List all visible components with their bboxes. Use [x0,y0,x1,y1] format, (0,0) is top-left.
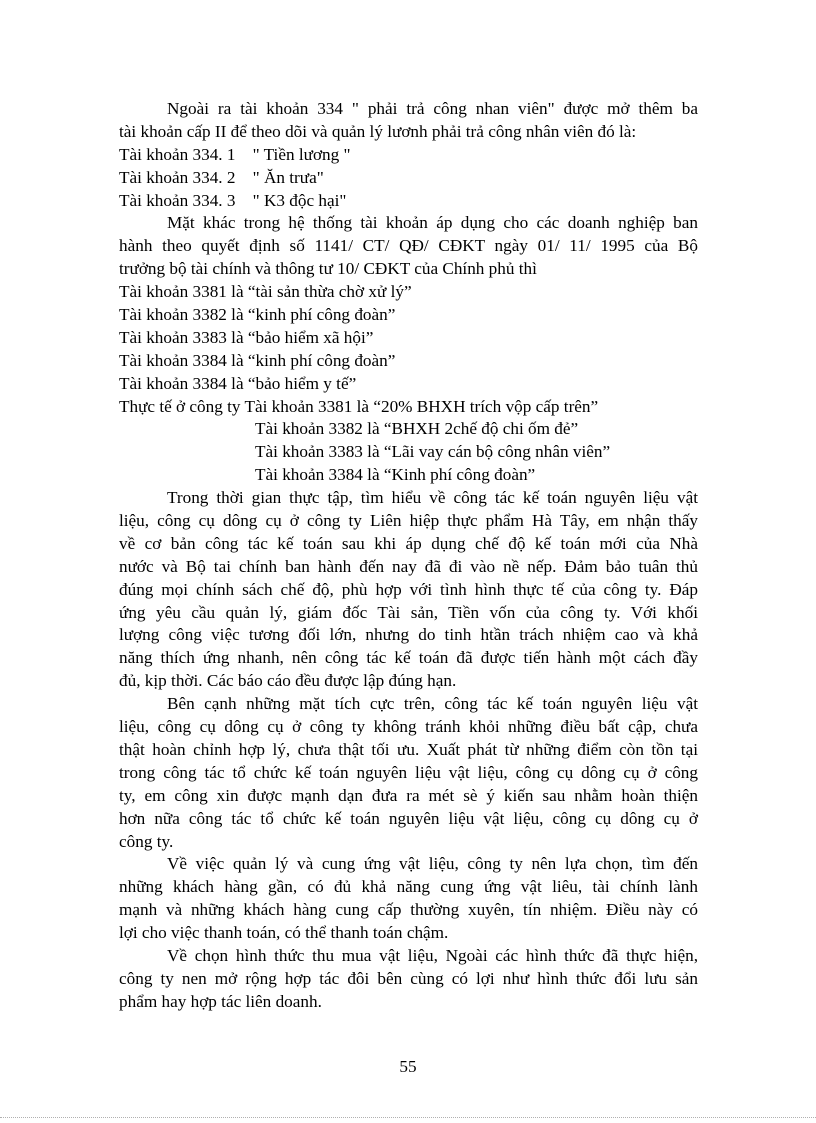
text-line: công ty nen mở rộng hợp tác đôi bên cùng có lợi như hình thức đổi lưu sản [119,968,698,988]
text-line: Thực tế ở công ty Tài khoản 3381 là “20% BHXH trích vộp cấp trên” [119,396,599,416]
text-line: Tài khoản 334. 2 " Ăn trưa" [119,167,324,187]
text-line: Mặt khác trong hệ thống tài khoản áp dụng cho các doanh nghiệp ban [167,213,698,233]
text-line: Tài khoản 3383 là “bảo hiểm xã hội” [119,327,374,347]
text-line: năng thích ứng nhanh, nên công tác kế toán đã được tiến hành một cách đầy [119,648,698,668]
text-line: ty, em công xin được mạnh dạn đưa ra mét sè ý kiến sau nhằm hoàn thiện [119,785,698,805]
text-line: lợi cho việc thanh toán, có thể thanh toán chậm. [119,923,449,943]
text-line: nước và Bộ tai chính ban hành đến nay đã đi vào nề nếp. Đảm bảo tuân thủ [119,556,698,576]
text-line: những khách hàng gần, có đủ khả năng cung ứng vật liêu, tài chính lành [119,877,698,897]
text-line: Tài khoản 3381 là “tài sản thừa chờ xử lý” [119,282,412,302]
document-body [119,98,698,1014]
text-line: Tài khoản 334. 1 " Tiền lương " [119,144,351,164]
page-number: 55 [399,1057,417,1076]
text-line: liệu, công cụ dông cụ ở công ty không tránh khỏi những điều bất cập, chưa [119,717,698,737]
text-line: Tài khoản 3382 là “BHXH 2chế độ chi ốm đẻ” [255,419,579,439]
text-line: hành theo quyết định số 1141/ CT/ QĐ/ CĐKT ngày 01/ 11/ 1995 của Bộ [119,236,698,256]
text-line: đúng mọi chính sách chế độ, phù hợp với tình hình thực tế của công ty. Đáp [119,579,698,599]
text-line: Tài khoản 3383 là “Lãi vay cán bộ công nhân viên” [255,442,611,462]
text-line: Về việc quản lý và cung ứng vật liệu, công ty nên lựa chọn, tìm đến [167,854,698,874]
text-line: Tài khoản 3384 là “bảo hiểm y tế” [119,373,357,393]
text-line: lượng công việc tương đối lớn, nhưng do tinh htần trách nhiệm cao và khả [119,625,698,645]
text-line: hơn nữa công tác tổ chức kế toán nguyên liệu vật liệu, công cụ dông cụ ở [119,808,698,828]
footer-rule [0,1117,816,1118]
text-line: Tài khoản 3384 là “kinh phí công đoàn” [119,350,396,370]
text-line: ứng yêu cầu quản lý, giám đốc Tài sản, Tiền vốn của công ty. Với khối [119,602,698,622]
text-line: mạnh và những khách hàng cung cấp thường xuyên, tín nhiệm. Điều này có [119,900,698,920]
text-line: thật hoàn chỉnh hợp lý, chưa thật tối ưu. Xuất phát từ những điểm còn tồn tại [119,739,698,759]
text-line: đủ, kịp thời. Các báo cáo đều được lập đúng hạn. [119,671,457,691]
text-line: về cơ bản công tác kế toán sau khi áp dụng chế độ kế toán mới của Nhà [119,533,698,553]
text-line: Bên cạnh những mặt tích cực trên, công tác kế toán nguyên liệu vật [167,694,698,714]
text-line: Tài khoản 3382 là “kinh phí công đoàn” [119,305,396,325]
text-line: liệu, công cụ dông cụ ở công ty Liên hiệp thực phẩm Hà Tây, em nhận thấy [119,511,698,531]
text-line: Tài khoản 334. 3 " K3 độc hại" [119,190,347,210]
text-line: Về chọn hình thức thu mua vật liệu, Ngoài các hình thức đã thực hiện, [167,945,698,965]
text-line: trưởng bộ tài chính và thông tư 10/ CĐKT của Chính phủ thì [119,259,537,279]
text-line: trong công tác tổ chức kế toán nguyên liệu vật liệu, công cụ dông cụ ở công [119,762,698,782]
text-line: phẩm hay hợp tác liên doanh. [119,991,322,1011]
text-line: tài khoản cấp II để theo dõi và quản lý lươnh phải trả công nhân viên đó là: [119,121,637,141]
text-line: công ty. [119,831,174,851]
text-line: Trong thời gian thực tập, tìm hiểu về công tác kế toán nguyên liệu vật [167,488,698,508]
text-line: Tài khoản 3384 là “Kinh phí công đoàn” [255,465,536,485]
text-line: Ngoài ra tài khoản 334 " phải trả công nhan viên" được mở thêm ba [167,99,698,118]
